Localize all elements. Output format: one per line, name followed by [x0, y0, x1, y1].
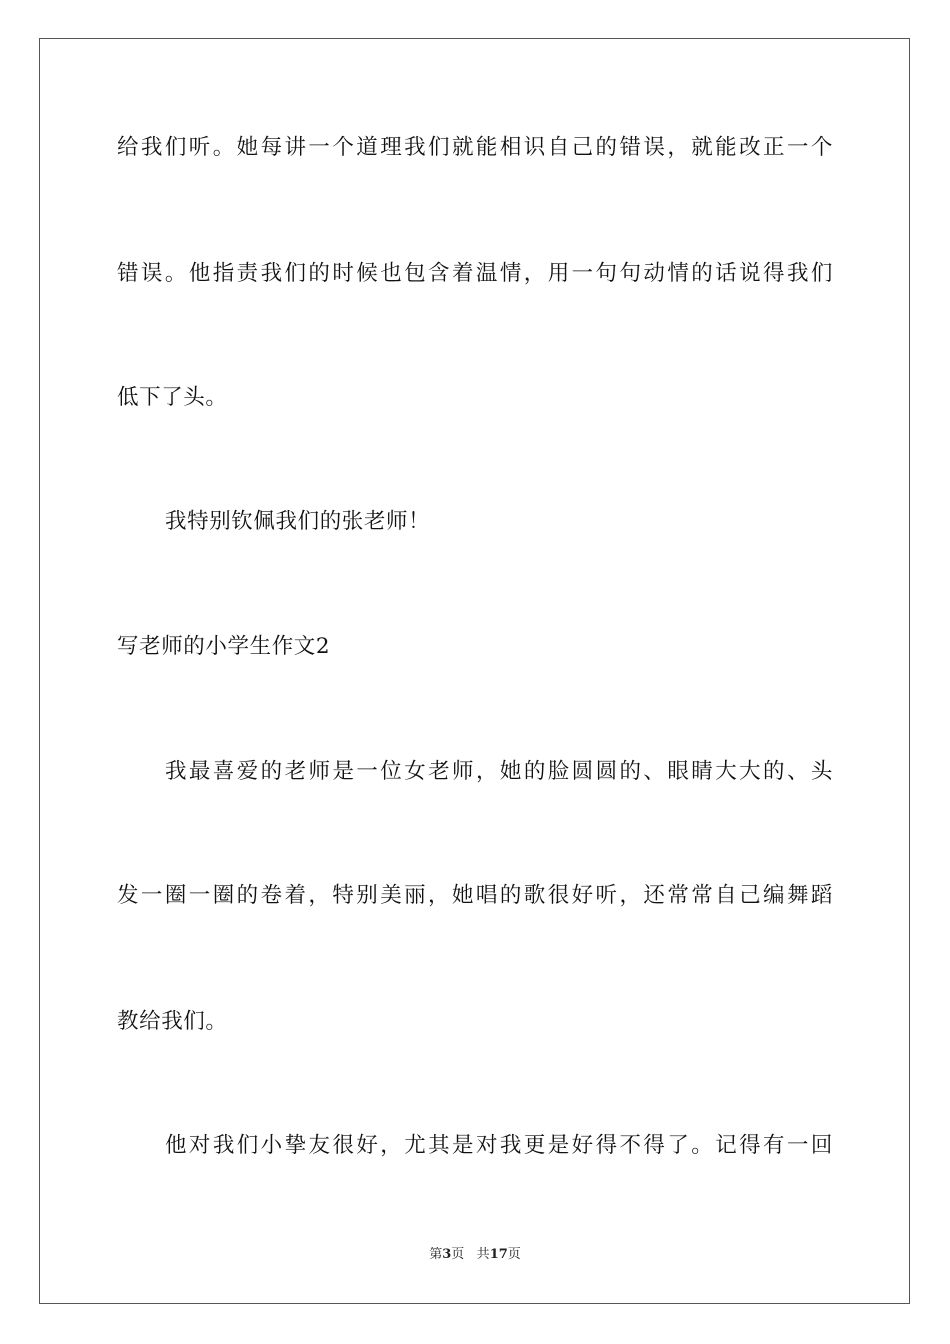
body-line-7: 发一圈一圈的卷着，特别美丽，她唱的歌很好听，还常常自己编舞蹈 [117, 883, 833, 908]
footer-total-prefix: 共 [476, 1247, 490, 1262]
section-heading: 写老师的小学生作文2 [117, 634, 331, 659]
body-line-2: 错误。他指责我们的时候也包含着温情，用一句句动情的话说得我们 [117, 261, 833, 286]
footer-page-suffix: 页 [451, 1247, 465, 1262]
body-line-9: 他对我们小挚友很好，尤其是对我更是好得不得了。记得有一回 [165, 1133, 833, 1158]
footer-page-number: 3 [442, 1247, 452, 1262]
page-frame [39, 38, 910, 1304]
page-footer [0, 1246, 950, 1264]
body-line-6: 我最喜爱的老师是一位女老师，她的脸圆圆的、眼睛大大的、头 [165, 759, 833, 784]
footer-total-suffix: 页 [507, 1247, 521, 1262]
footer-total-pages: 17 [489, 1247, 508, 1262]
body-line-3: 低下了头。 [117, 385, 228, 410]
footer-page-prefix: 第 [429, 1247, 443, 1262]
body-line-4: 我特别钦佩我们的张老师！ [165, 509, 431, 534]
body-line-8: 教给我们。 [117, 1009, 228, 1034]
body-line-1: 给我们听。她每讲一个道理我们就能相识自己的错误，就能改正一个 [117, 135, 833, 160]
